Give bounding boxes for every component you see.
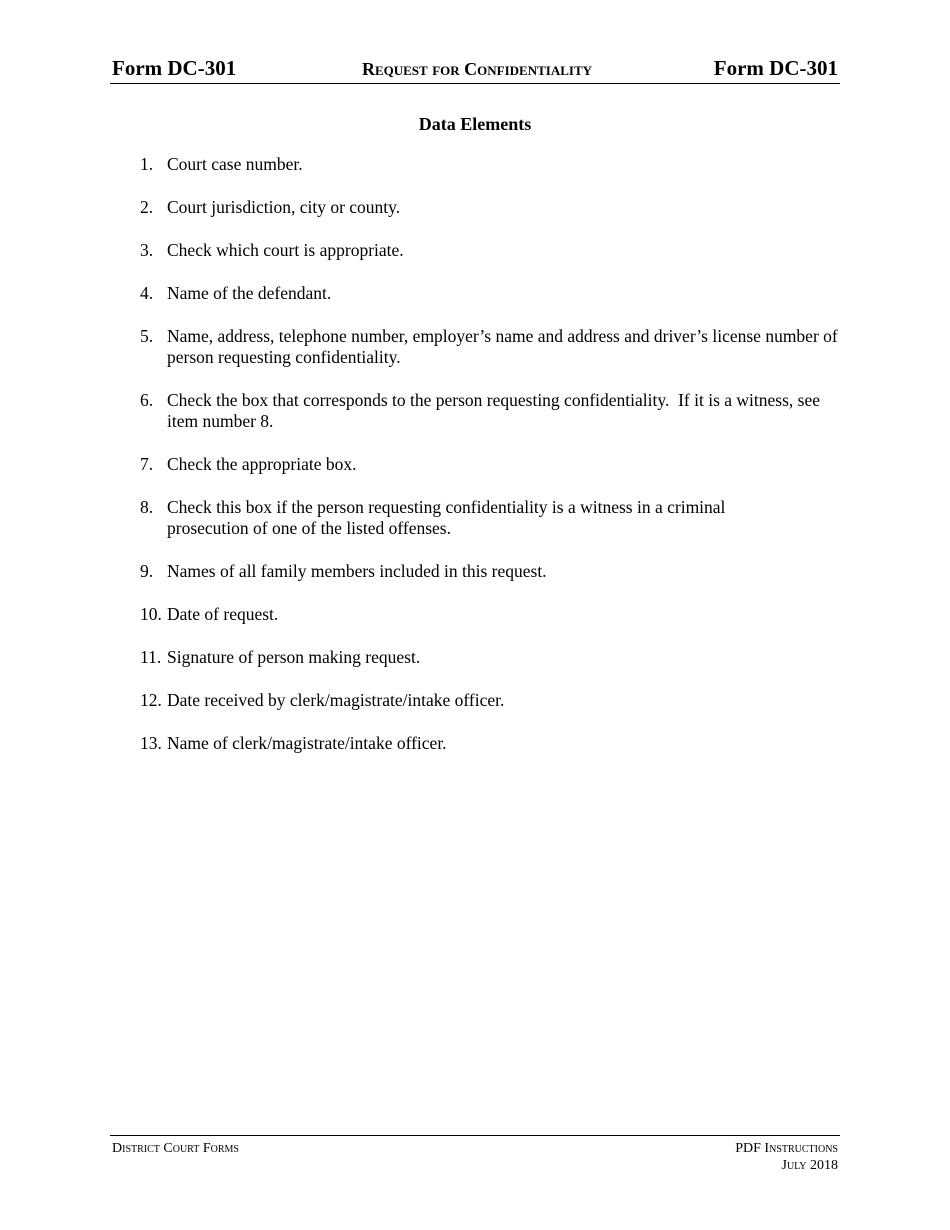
item-number: 2. bbox=[140, 197, 154, 217]
item-text: Court jurisdiction, city or county. bbox=[167, 197, 401, 217]
list-item bbox=[140, 197, 845, 218]
list-item bbox=[140, 454, 845, 475]
list-item bbox=[140, 561, 845, 582]
item-text: Date received by clerk/magistrate/intake officer. bbox=[167, 690, 505, 710]
item-number: 12. bbox=[140, 690, 162, 710]
list-item bbox=[140, 154, 845, 175]
item-number: 13. bbox=[140, 733, 162, 753]
item-number: 9. bbox=[140, 561, 154, 581]
page-header bbox=[110, 56, 840, 84]
item-text: Check the box that corresponds to the person requesting confidentiality. If it is a witness, see item number 8. bbox=[167, 390, 825, 431]
list-item bbox=[140, 240, 845, 261]
form-number-left: Form DC-301 bbox=[112, 56, 237, 80]
item-text: Check which court is appropriate. bbox=[167, 240, 404, 260]
item-number: 11. bbox=[140, 647, 162, 667]
list-item bbox=[140, 733, 845, 754]
footer-right-line2: July 2018 bbox=[781, 1158, 838, 1173]
item-number: 6. bbox=[140, 390, 154, 410]
footer-right-line1: PDF Instructions bbox=[735, 1141, 838, 1156]
item-text: Check this box if the person requesting confidentiality is a witness in a criminal prosecution of one of the listed offenses. bbox=[167, 497, 726, 538]
page-footer bbox=[110, 1135, 840, 1173]
item-text: Date of request. bbox=[167, 604, 279, 624]
form-title: Request for Confidentiality bbox=[361, 59, 593, 79]
item-number: 8. bbox=[140, 497, 154, 517]
list-item bbox=[140, 326, 845, 368]
item-text: Name of clerk/magistrate/intake officer. bbox=[167, 733, 447, 753]
form-number-right: Form DC-301 bbox=[713, 56, 838, 80]
item-text: Name, address, telephone number, employer’s name and address and driver’s license number of person requesting confidentiality. bbox=[167, 326, 838, 367]
item-number: 7. bbox=[140, 454, 154, 474]
footer-right bbox=[735, 1140, 838, 1174]
list-item bbox=[140, 690, 845, 711]
item-text: Names of all family members included in this request. bbox=[167, 561, 547, 581]
item-number: 4. bbox=[140, 283, 154, 303]
item-number: 5. bbox=[140, 326, 154, 346]
item-number: 10. bbox=[140, 604, 162, 624]
list-item bbox=[140, 604, 845, 625]
footer-left: District Court Forms bbox=[112, 1141, 239, 1156]
data-elements-list bbox=[140, 154, 845, 776]
section-title: Data Elements bbox=[418, 114, 532, 134]
item-number: 3. bbox=[140, 240, 154, 260]
item-number: 1. bbox=[140, 154, 154, 174]
list-item bbox=[140, 497, 845, 539]
item-text: Court case number. bbox=[167, 154, 303, 174]
list-item bbox=[140, 647, 845, 668]
item-text: Check the appropriate box. bbox=[167, 454, 357, 474]
item-text: Signature of person making request. bbox=[167, 647, 421, 667]
list-item bbox=[140, 283, 845, 304]
item-text: Name of the defendant. bbox=[167, 283, 332, 303]
list-item bbox=[140, 390, 845, 432]
